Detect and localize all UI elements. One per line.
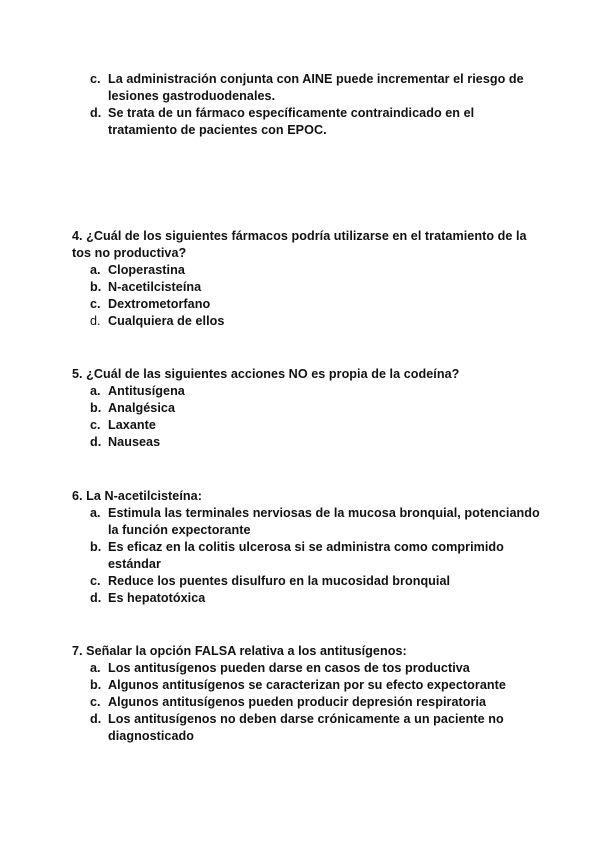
option-d: [72, 711, 542, 745]
option-letter: c.: [90, 574, 101, 588]
option-letter: d.: [90, 591, 102, 605]
option-c: [72, 417, 542, 434]
option-text: Es eficaz en la colitis ulcerosa si se administra como comprimido estándar: [108, 540, 504, 571]
option-letter: d.: [90, 712, 102, 726]
option-d: [72, 313, 542, 330]
question-5: [72, 366, 542, 451]
option-letter: d.: [90, 435, 102, 449]
option-letter: a.: [90, 506, 101, 520]
question-6: [72, 488, 542, 607]
question-title: 5. ¿Cuál de las siguientes acciones NO es propia de la codeína?: [72, 367, 460, 381]
option-text: Reduce los puentes disulfuro en la mucosidad bronquial: [108, 574, 451, 588]
option-text: Cualquiera de ellos: [108, 314, 225, 328]
option-b: [72, 400, 542, 417]
option-text: N-acetilcisteína: [108, 280, 202, 294]
option-text: Antitusígena: [108, 384, 185, 398]
option-a: [72, 262, 542, 279]
option-text: Algunos antitusígenos pueden producir depresión respiratoria: [108, 695, 487, 709]
option-c: [72, 694, 542, 711]
option-text: Algunos antitusígenos se caracterizan por su efecto expectorante: [108, 678, 506, 692]
option-letter: d.: [90, 106, 102, 120]
option-letter: a.: [90, 384, 101, 398]
question-title: 6. La N-acetilcisteína:: [72, 489, 202, 503]
option-text: Laxante: [108, 418, 156, 432]
option-letter: b.: [90, 540, 102, 554]
option-b: [72, 279, 542, 296]
option-b: [72, 539, 542, 573]
option-text: Analgésica: [108, 401, 175, 415]
option-letter: d.: [90, 314, 101, 328]
question-4: [72, 228, 542, 330]
option-c: [72, 573, 542, 590]
question-7: [72, 643, 542, 745]
option-text: Cloperastina: [108, 263, 185, 277]
carryover-options: [72, 71, 542, 139]
option-text: Dextrometorfano: [108, 297, 211, 311]
option-letter: b.: [90, 401, 102, 415]
option-letter: c.: [90, 695, 101, 709]
option-a: [72, 505, 542, 539]
option-b: [72, 677, 542, 694]
option-a: [72, 383, 542, 400]
question-title: 4. ¿Cuál de los siguientes fármacos podría utilizarse en el tratamiento de la tos no productiva?: [72, 229, 527, 260]
option-letter: c.: [90, 72, 101, 86]
option-d: [72, 590, 542, 607]
option-text: Los antitusígenos pueden darse en casos de tos productiva: [108, 661, 470, 675]
question-title: 7. Señalar la opción FALSA relativa a los antitusígenos:: [72, 644, 407, 658]
option-text: Los antitusígenos no deben darse crónicamente a un paciente no diagnosticado: [108, 712, 504, 743]
option-c: [72, 296, 542, 313]
option-text: Se trata de un fármaco específicamente contraindicado en el tratamiento de pacientes con EPOC.: [108, 106, 475, 137]
option-letter: c.: [90, 418, 101, 432]
option-a: [72, 660, 542, 677]
option-letter: b.: [90, 280, 102, 294]
option-letter: c.: [90, 297, 101, 311]
option-d: [72, 434, 542, 451]
option-d: [72, 105, 542, 139]
option-text: Es hepatotóxica: [108, 591, 206, 605]
option-text: Estimula las terminales nerviosas de la mucosa bronquial, potenciando la función expectorante: [108, 506, 540, 537]
option-letter: b.: [90, 678, 102, 692]
option-text: La administración conjunta con AINE puede incrementar el riesgo de lesiones gastroduodenales.: [108, 72, 524, 103]
option-letter: a.: [90, 263, 101, 277]
option-letter: a.: [90, 661, 101, 675]
option-text: Nauseas: [108, 435, 161, 449]
option-c: [72, 71, 542, 105]
